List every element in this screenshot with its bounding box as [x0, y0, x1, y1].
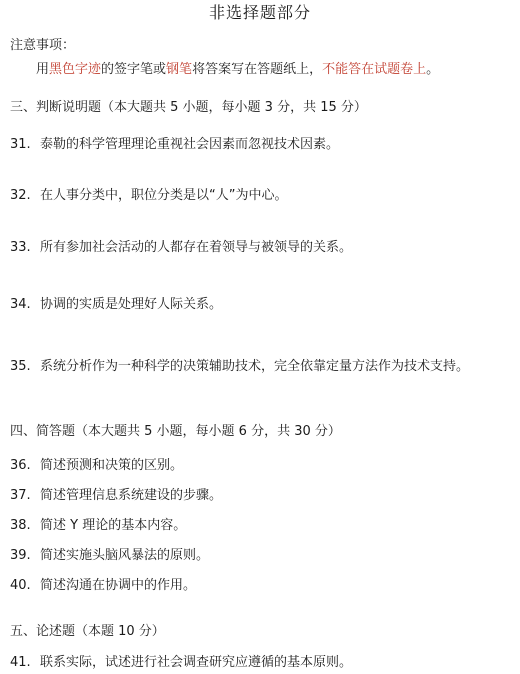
notice-highlight: 不能答在试题卷上	[322, 62, 427, 77]
section-heading-3: 三、判断说明题（本大题共 5 小题，每小题 3 分，共 15 分）	[10, 100, 367, 115]
question-39	[10, 547, 209, 565]
question-number: 41.	[10, 655, 31, 670]
question-number: 38.	[10, 518, 31, 533]
notice-highlight: 黑色字迹	[49, 62, 102, 77]
question-text: 在人事分类中，职位分类是以“人”为中心。	[40, 188, 288, 203]
question-32	[10, 187, 287, 205]
question-text: 协调的实质是处理好人际关系。	[40, 297, 223, 312]
question-text: 泰勒的科学管理理论重视社会因素而忽视技术因素。	[40, 137, 340, 152]
notice-text	[36, 61, 439, 79]
question-number: 31.	[10, 137, 31, 152]
section-heading-4: 四、简答题（本大题共 5 小题，每小题 6 分，共 30 分）	[10, 424, 341, 439]
question-40	[10, 577, 196, 595]
question-number: 36.	[10, 458, 31, 473]
notice-text-part: 。	[426, 62, 440, 77]
question-number: 32.	[10, 188, 31, 203]
question-text: 简述预测和决策的区别。	[40, 458, 184, 473]
notice-text-part: 用	[36, 62, 50, 77]
question-38	[10, 517, 186, 535]
question-text: 联系实际，试述进行社会调查研究应遵循的基本原则。	[40, 655, 353, 670]
notice-text-part: 的签字笔或	[101, 62, 167, 77]
notice-highlight: 钢笔	[166, 62, 193, 77]
question-41	[10, 654, 352, 672]
question-text: 所有参加社会活动的人都存在着领导与被领导的关系。	[40, 240, 353, 255]
section-heading-5: 五、论述题（本题 10 分）	[10, 624, 165, 639]
question-number: 35.	[10, 359, 31, 374]
question-text: 系统分析作为一种科学的决策辅助技术，完全依靠定量方法作为技术支持。	[40, 359, 470, 374]
question-number: 40.	[10, 578, 31, 593]
question-37	[10, 487, 222, 505]
question-text: 简述管理信息系统建设的步骤。	[40, 488, 223, 503]
question-text: 简述实施头脑风暴法的原则。	[40, 548, 210, 563]
question-34	[10, 296, 222, 314]
question-number: 37.	[10, 488, 31, 503]
question-35	[10, 358, 469, 376]
question-text: 简述沟通在协调中的作用。	[40, 578, 197, 593]
question-number: 39.	[10, 548, 31, 563]
page-title: 非选择题部分	[208, 3, 311, 22]
question-31	[10, 136, 339, 154]
question-number: 34.	[10, 297, 31, 312]
question-text: 简述 Y 理论的基本内容。	[40, 518, 187, 533]
question-33	[10, 239, 352, 257]
question-number: 33.	[10, 240, 31, 255]
notice-heading: 注意事项：	[10, 38, 76, 53]
question-36	[10, 457, 183, 475]
notice-text-part: 将答案写在答题纸上，	[192, 62, 323, 77]
